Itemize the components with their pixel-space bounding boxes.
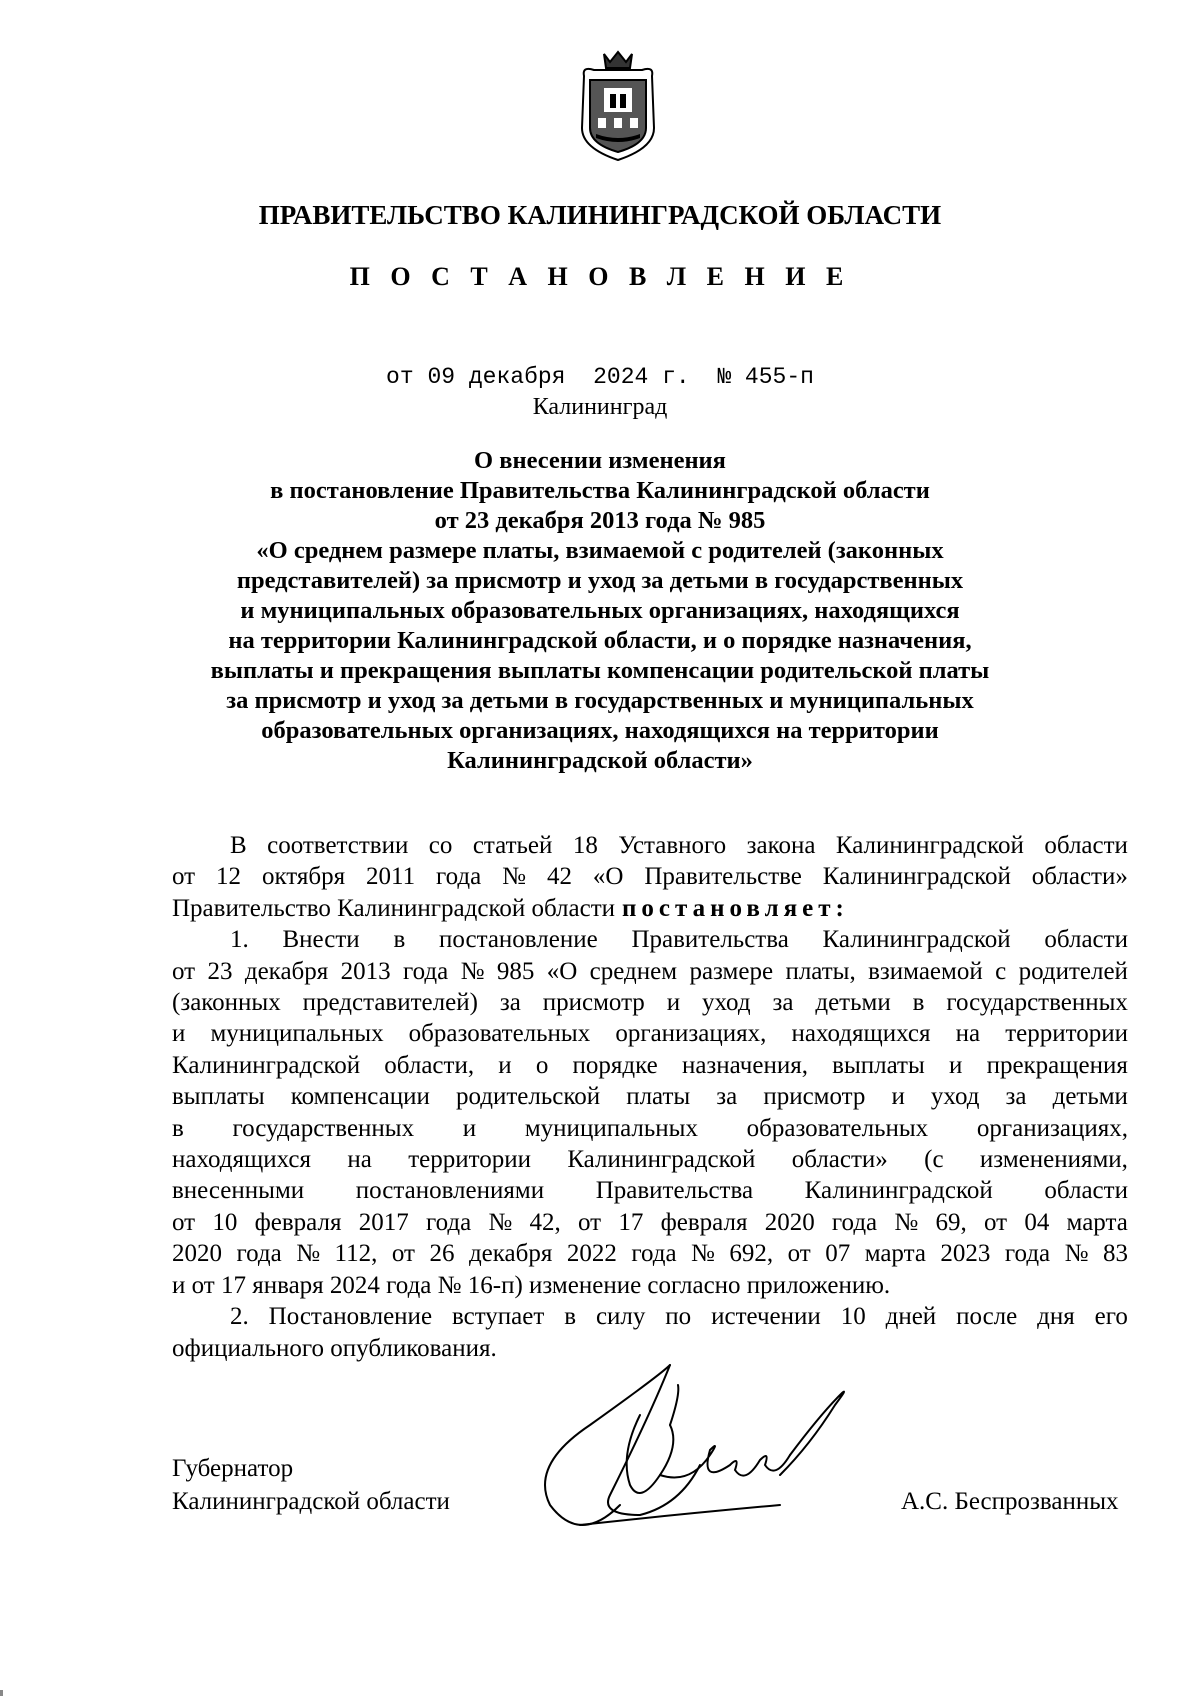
title-line: Калининградской области» xyxy=(447,747,753,774)
signatory-position xyxy=(172,1452,450,1518)
preamble-line: от 12 октября 2011 года № 42 «О Правительстве Калининградской области» xyxy=(172,863,1128,891)
clause-1-line: и от 17 января 2024 года № 16-п) изменение согласно приложению. xyxy=(172,1271,891,1299)
title-line: в постановление Правительства Калининградской области xyxy=(270,477,930,504)
document-number: № 455-п xyxy=(717,364,814,390)
preamble-text: Правительство Калининградской области xyxy=(172,894,616,922)
document-date-number xyxy=(0,364,1200,390)
clause-1-line: и муниципальных образовательных организациях, находящихся на территории xyxy=(172,1020,1128,1048)
preamble-decree-line xyxy=(172,893,1128,924)
document-year: 2024 г. xyxy=(593,364,690,390)
clause-1-line: 2020 года № 112, от 26 декабря 2022 года № 692, от 07 марта 2023 года № 83 xyxy=(172,1240,1128,1268)
clause-1-line: (законных представителей) за присмотр и уход за детьми в государственных xyxy=(172,989,1128,1017)
document-city: Калининград xyxy=(532,394,668,420)
signatory-name: А.С. Беспрозванных xyxy=(901,1488,1119,1515)
position-line: Калининградской области xyxy=(172,1488,450,1515)
title-line: на территории Калининградской области, и о порядке назначения, xyxy=(228,627,972,654)
scan-mark xyxy=(0,1690,3,1696)
position-line: Губернатор xyxy=(172,1455,294,1482)
title-line: от 23 декабря 2013 года № 985 xyxy=(434,507,766,534)
clause-1-line: в государственных и муниципальных образовательных организациях, xyxy=(172,1114,1128,1142)
clause-1-line: 1. Внести в постановление Правительства Калининградской области xyxy=(230,926,1128,954)
title-line: «О среднем размере платы, взимаемой с родителей (законных xyxy=(256,537,944,564)
decree-verb: постановляет: xyxy=(622,894,849,922)
coat-of-arms-icon xyxy=(574,48,662,162)
clause-1-line: внесенными постановлениями Правительства Калининградской области xyxy=(172,1177,1128,1205)
organization-name: ПРАВИТЕЛЬСТВО КАЛИНИНГРАДСКОЙ ОБЛАСТИ xyxy=(258,200,942,230)
title-line: и муниципальных образовательных организациях, находящихся xyxy=(240,597,960,624)
clause-1-line: от 10 февраля 2017 года № 42, от 17 февраля 2020 года № 69, от 04 марта xyxy=(172,1208,1128,1236)
title-line: представителей) за присмотр и уход за детьми в государственных xyxy=(236,567,964,594)
document-title xyxy=(150,446,1050,776)
clause-2-line: 2. Постановление вступает в силу по истечении 10 дней после дня его xyxy=(230,1303,1128,1331)
document-body xyxy=(172,830,1128,1364)
clause-1-line: находящихся на территории Калининградской области» (с изменениями, xyxy=(172,1146,1128,1174)
preamble-line: В соответствии со статьей 18 Уставного закона Калининградской области xyxy=(230,832,1128,859)
document-date: 09 декабря xyxy=(427,364,566,390)
clause-1-line: выплаты компенсации родительской платы за присмотр и уход за детьми xyxy=(172,1083,1128,1111)
title-line: за присмотр и уход за детьми в государственных и муниципальных xyxy=(226,687,974,714)
clause-2-line: официального опубликования. xyxy=(172,1334,497,1362)
clause-1-line: от 23 декабря 2013 года № 985 «О среднем размере платы, взимаемой с родителей xyxy=(172,957,1128,985)
title-line: выплаты и прекращения выплаты компенсации родительской платы xyxy=(210,657,990,684)
handwritten-signature-icon xyxy=(520,1355,850,1545)
title-line: образовательных организациях, находящихся на территории xyxy=(261,717,939,744)
date-prefix: от xyxy=(386,364,414,390)
document-type: П О С Т А Н О В Л Е Н И Е xyxy=(349,262,851,291)
title-line: О внесении изменения xyxy=(474,447,726,474)
clause-1-line: Калининградской области, и о порядке назначения, выплаты и прекращения xyxy=(172,1051,1128,1079)
